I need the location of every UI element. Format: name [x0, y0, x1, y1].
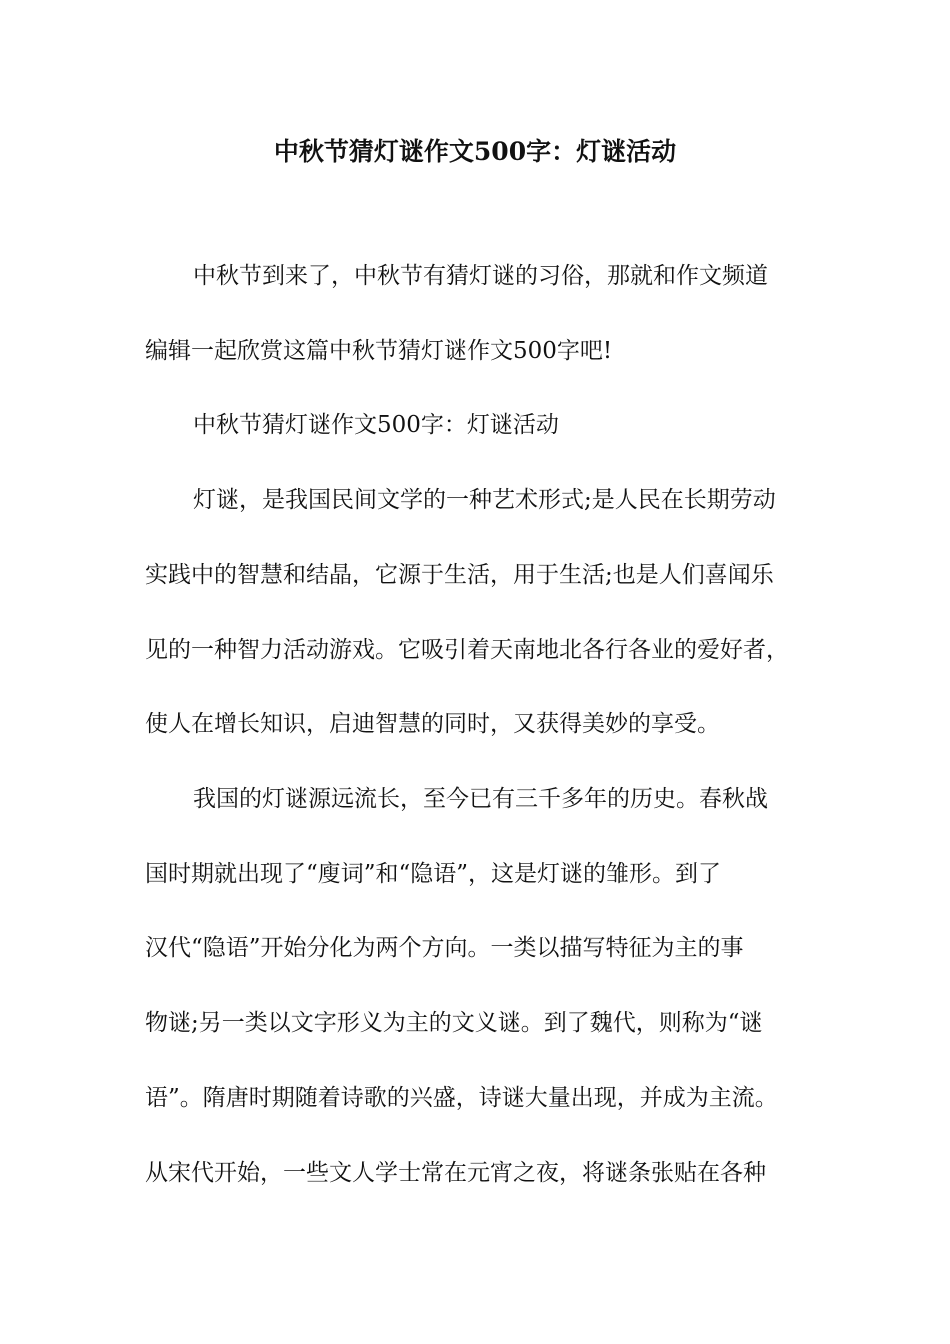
- paragraph-3-line-3: 见的一种智力活动游戏。它吸引着天南地北各行各业的爱好者，: [145, 637, 789, 663]
- paragraph-3-line-1: 灯谜，是我国民间文学的一种艺术形式;是人民在长期劳动: [193, 487, 776, 513]
- paragraph-4-line-4: 物谜;另一类以文字形义为主的文义谜。到了魏代，则称为“谜: [145, 1010, 763, 1036]
- paragraph-4-line-5: 语”。隋唐时期随着诗歌的兴盛，诗谜大量出现，并成为主流。: [145, 1085, 778, 1111]
- paragraph-2-line-1: 中秋节猜灯谜作文500字：灯谜活动: [193, 412, 559, 438]
- document-title: 中秋节猜灯谜作文500字：灯谜活动: [273, 137, 677, 166]
- paragraph-4-line-3: 汉代“隐语”开始分化为两个方向。一类以描写特征为主的事: [145, 935, 744, 961]
- paragraph-4-line-2: 国时期就出现了“廋词”和“隐语”，这是灯谜的雏形。到了: [145, 861, 722, 887]
- paragraph-3-line-4: 使人在增长知识，启迪智慧的同时，又获得美妙的享受。: [145, 711, 720, 737]
- paragraph-4-line-1: 我国的灯谜源远流长，至今已有三千多年的历史。春秋战: [193, 786, 768, 812]
- paragraph-3-line-2: 实践中的智慧和结晶，它源于生活，用于生活;也是人们喜闻乐: [145, 562, 774, 588]
- paragraph-4-line-6: 从宋代开始，一些文人学士常在元宵之夜，将谜条张贴在各种: [145, 1160, 766, 1186]
- paragraph-1-line-2: 编辑一起欣赏这篇中秋节猜灯谜作文500字吧!: [145, 338, 613, 364]
- paragraph-1-line-1: 中秋节到来了，中秋节有猜灯谜的习俗，那就和作文频道: [193, 263, 768, 289]
